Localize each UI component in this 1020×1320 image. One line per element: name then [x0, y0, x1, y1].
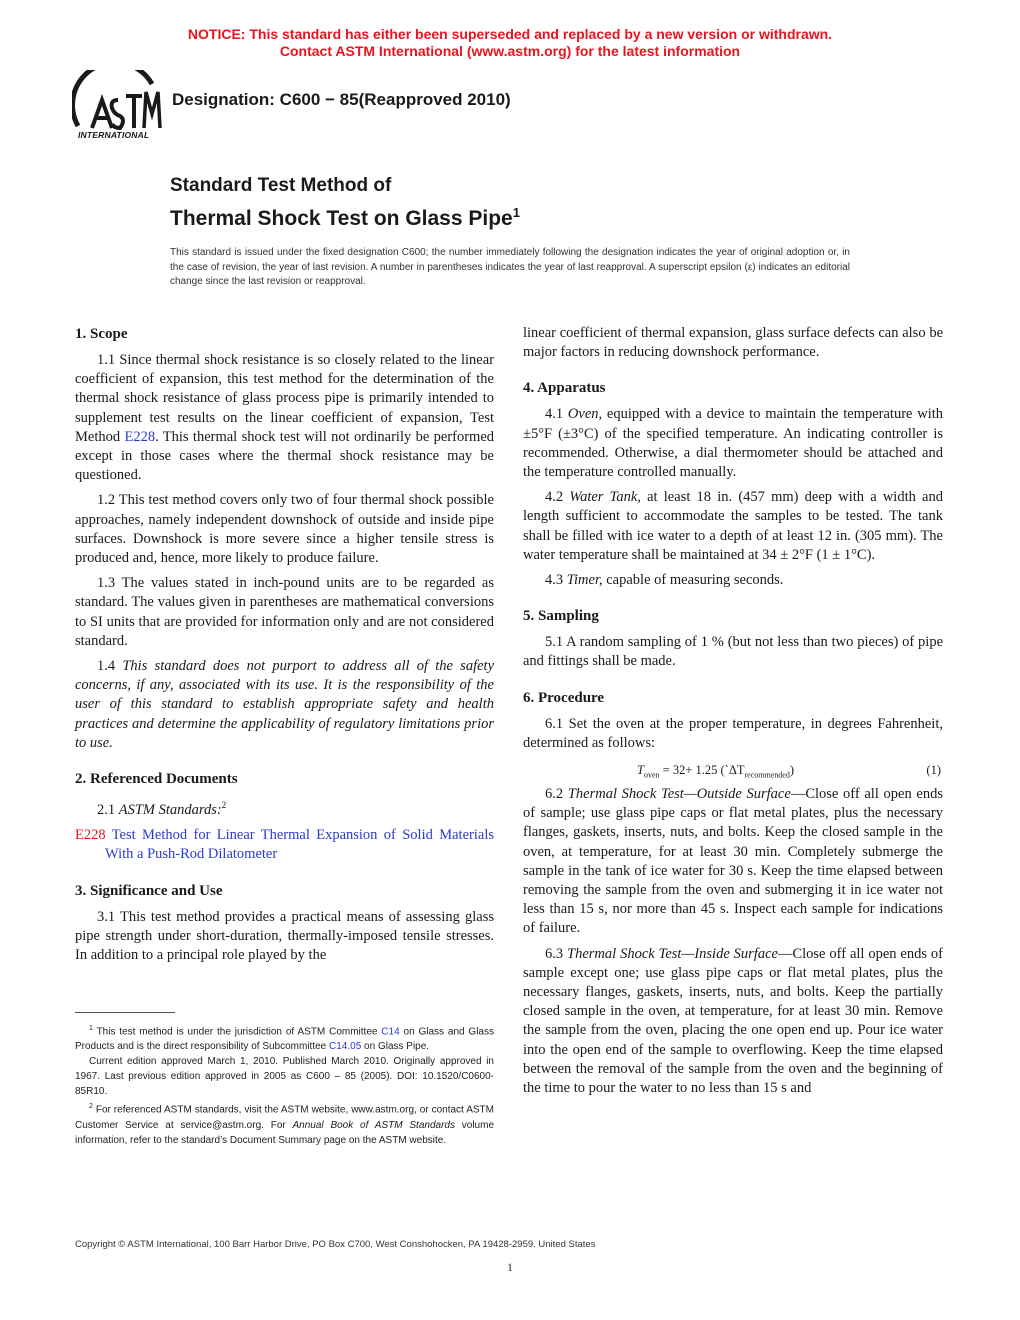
eq-end: ) [789, 763, 794, 778]
link-c14-05[interactable]: C14.05 [329, 1041, 362, 1053]
para-6-2-text: —Close off all open ends of sample; use glass pipe caps or flat metal plates, plus the necessary flanges, gaskets, inserts, nuts, and bolts. Keep the closed sample in the oven, at temperature, for at least 30 min. Completely submerge the sample in the tank of ice water for 30 s. Keep the time elapsed between removing the sample from the oven and submerging it in ice water not less than 15 s, nor more than 45 s. Inspect each sample for indications of failure. [523, 786, 944, 937]
para-6-3-num: 6.3 [545, 945, 568, 962]
footnote-2-italic: Annual Book of ASTM Standards [292, 1119, 455, 1131]
title-line-1: Standard Test Method of [170, 175, 392, 196]
para-4-2-num: 4.2 [545, 489, 570, 506]
notice-line-2: Contact ASTM International (www.astm.org) for the latest information [279, 43, 741, 59]
para-2-1 [75, 796, 494, 820]
notice-line-1: NOTICE: This standard has either been superseded and replaced by a new version or withdrawn. [187, 26, 833, 42]
title-line-2 [170, 199, 520, 233]
right-column [523, 324, 943, 1104]
footnote-1-text-a: This test method is under the jurisdiction of ASTM Committee [92, 1026, 382, 1038]
eq-t: T [637, 763, 644, 778]
para-3-1-continued: linear coefficient of thermal expansion, glass surface defects can also be major factors in reducing downshock performance. [523, 325, 943, 361]
para-6-2 [523, 785, 943, 939]
heading-procedure: 6. Procedure [523, 689, 605, 706]
para-1-1-text-a: 1.1 Since thermal shock resistance is so closely related to the linear coefficient of expansion, this test method for the determination of the thermal shock resistance of glass process pipe is primarily intended to supplement test results on the linear coefficient of expansion, Test Method [75, 352, 494, 445]
para-4-1-num: 4.1 [545, 406, 568, 423]
para-1-4-num: 1.4 [97, 658, 123, 675]
para-2-1-text: ASTM Standards: [118, 801, 222, 818]
footnote-2 [75, 1099, 494, 1147]
para-4-3 [523, 571, 943, 590]
link-e228[interactable]: E228 [124, 428, 156, 445]
para-6-1: 6.1 Set the oven at the proper temperature, in degrees Fahrenheit, determined as follows: [523, 715, 943, 751]
heading-significance: 3. Significance and Use [75, 882, 223, 899]
footnote-1-text-b: on Glass and Glass Products and is the direct responsibility of Subcommittee [75, 1026, 494, 1053]
footnote-2-text-b: volume information, refer to the standard’s Document Summary page on the ASTM website. [75, 1119, 494, 1146]
heading-referenced-documents: 2. Referenced Documents [75, 771, 238, 788]
eq-sub-oven: oven [643, 770, 660, 780]
para-3-1: 3.1 This test method provides a practical means of assessing glass pipe strength under short-duration, thermally-imposed tensile stresses. In addition to a principal role played by the [75, 908, 494, 963]
para-2-1-sup: 2 [221, 800, 227, 811]
footnote-2-marker: 2 [89, 1103, 93, 1111]
page-number: 1 [507, 1260, 513, 1274]
astm-logo [72, 70, 164, 144]
heading-scope: 1. Scope [75, 326, 128, 342]
footnote-1-edition: Current edition approved March 1, 2010. Published March 2010. Originally approved in 1967. Last previous edition approved in 2005 as C600 – 85 (2005). DOI: 10.1520/C0600-85R10. [75, 1056, 494, 1098]
para-6-3-text: —Close off all open ends of sample except one; use glass pipe caps or flat metal plates, plus the necessary flanges, gaskets, inserts, nuts, and bolts. Keep the partially closed sample in the oven, at temperature, for at least 30 min. Remove the sample from the oven, placing the one open end up. Pour ice water into the open end of the sample to overflowing. Keep the time elapsed between the removal of the sample from the oven and the beginning of the time to pour the water to no less than 15 s and [523, 945, 943, 1097]
document-title [170, 173, 520, 233]
para-5-1: 5.1 A random sampling of 1 % (but not less than two pieces) of pipe and fittings shall be made. [523, 634, 943, 670]
para-6-2-term: Thermal Shock Test—Outside Surface [567, 786, 791, 803]
para-1-4-text: This standard does not purport to address all of the safety concerns, if any, associated with its use. It is the responsibility of the user of this standard to establish appropriate safety and health practices and determine the applicability of regulatory limitations prior to use. [75, 658, 494, 751]
para-4-1-text: equipped with a device to maintain the temperature with ±5°F (±3°C) of the specified temperature. An indicating controller is recommended. Otherwise, a dial thermometer should be attached and the temperature controlled manually. [523, 406, 944, 481]
footnote-1 [75, 1021, 494, 1054]
para-6-3-term: Thermal Shock Test—Inside Surface [567, 945, 778, 962]
astm-logo-caption: INTERNATIONAL [78, 130, 150, 140]
para-1-1 [75, 351, 494, 485]
ref-entry-e228[interactable] [75, 826, 494, 864]
ref-code-e228[interactable]: E228 [75, 827, 106, 844]
link-c14[interactable]: C14 [381, 1026, 400, 1038]
designation: Designation: C600 − 85(Reapproved 2010) [172, 90, 511, 109]
para-4-1 [523, 405, 943, 482]
title-footnote-ref: 1 [512, 205, 520, 220]
footnote-1-text-c: on Glass Pipe. [361, 1041, 430, 1053]
para-1-1-text-b: . This thermal shock test will not ordinarily be performed except in those cases where the thermal shock resistance may be questioned. [75, 428, 494, 484]
para-4-1-term: Oven, [567, 406, 603, 423]
eq-mid: = 32+ 1.25 (`ΔT [659, 763, 745, 778]
equation-number: (1) [926, 763, 941, 778]
footnote-2-text-a: For referenced ASTM standards, visit the ASTM website, www.astm.org, or contact ASTM Customer Service at service@astm.org. For [75, 1104, 494, 1131]
left-column [75, 324, 494, 971]
para-4-2-term: Water Tank, [569, 489, 641, 506]
para-6-2-num: 6.2 [545, 786, 568, 803]
para-2-1-num: 2.1 [97, 801, 119, 818]
para-4-2 [523, 488, 943, 565]
standard-note: This standard is issued under the fixed designation C600; the number immediately following the designation indicates the year of original adoption or, in the case of revision, the year of last revision. A number in parentheses indicates the year of last reapproval. A superscript epsilon (ε) indicates an editorial change since the last revision or reapproval. [170, 247, 850, 288]
para-6-3 [523, 945, 943, 1099]
para-4-3-num: 4.3 [545, 572, 567, 589]
title-text: Thermal Shock Test on Glass Pipe [170, 207, 513, 230]
para-1-2: 1.2 This test method covers only two of four thermal shock possible approaches, namely independent downshock of outside and inside pipe surfaces. Downshock is more severe since a higher tensile stress is produced and, hence, more likely to produce failure. [75, 492, 494, 567]
copyright: Copyright © ASTM International, 100 Barr Harbor Drive, PO Box C700, West Conshohocken, PA 19428-2959. United States [75, 1239, 596, 1250]
para-4-2-text: at least 18 in. (457 mm) deep with a width and length sufficient to accommodate the samples to be tested. The tank shall be filled with ice water to a depth of at least 12 in. (305 mm). The water temperature shall be maintained at 34 ± 2°F (1 ± 1°C). [523, 489, 943, 563]
para-1-3: 1.3 The values stated in inch-pound units are to be regarded as standard. The values given in parentheses are mathematical conversions to SI units that are provided for information only and are not considered standard. [75, 575, 494, 649]
footnote-rule [75, 1012, 175, 1013]
para-1-4 [75, 657, 494, 753]
ref-title-e228[interactable]: Test Method for Linear Thermal Expansion of Solid Materials With a Push-Rod Dilatometer [105, 827, 494, 863]
eq-sub-recommended: recommended [744, 770, 790, 780]
footnote-1-marker: 1 [89, 1025, 93, 1032]
heading-sampling: 5. Sampling [523, 608, 599, 625]
equation-1 [523, 759, 943, 781]
heading-apparatus: 4. Apparatus [523, 380, 606, 397]
equation-body [637, 761, 794, 785]
para-4-3-text: capable of measuring seconds. [602, 572, 784, 589]
footnotes [75, 1021, 494, 1148]
para-4-3-term: Timer, [566, 572, 603, 589]
